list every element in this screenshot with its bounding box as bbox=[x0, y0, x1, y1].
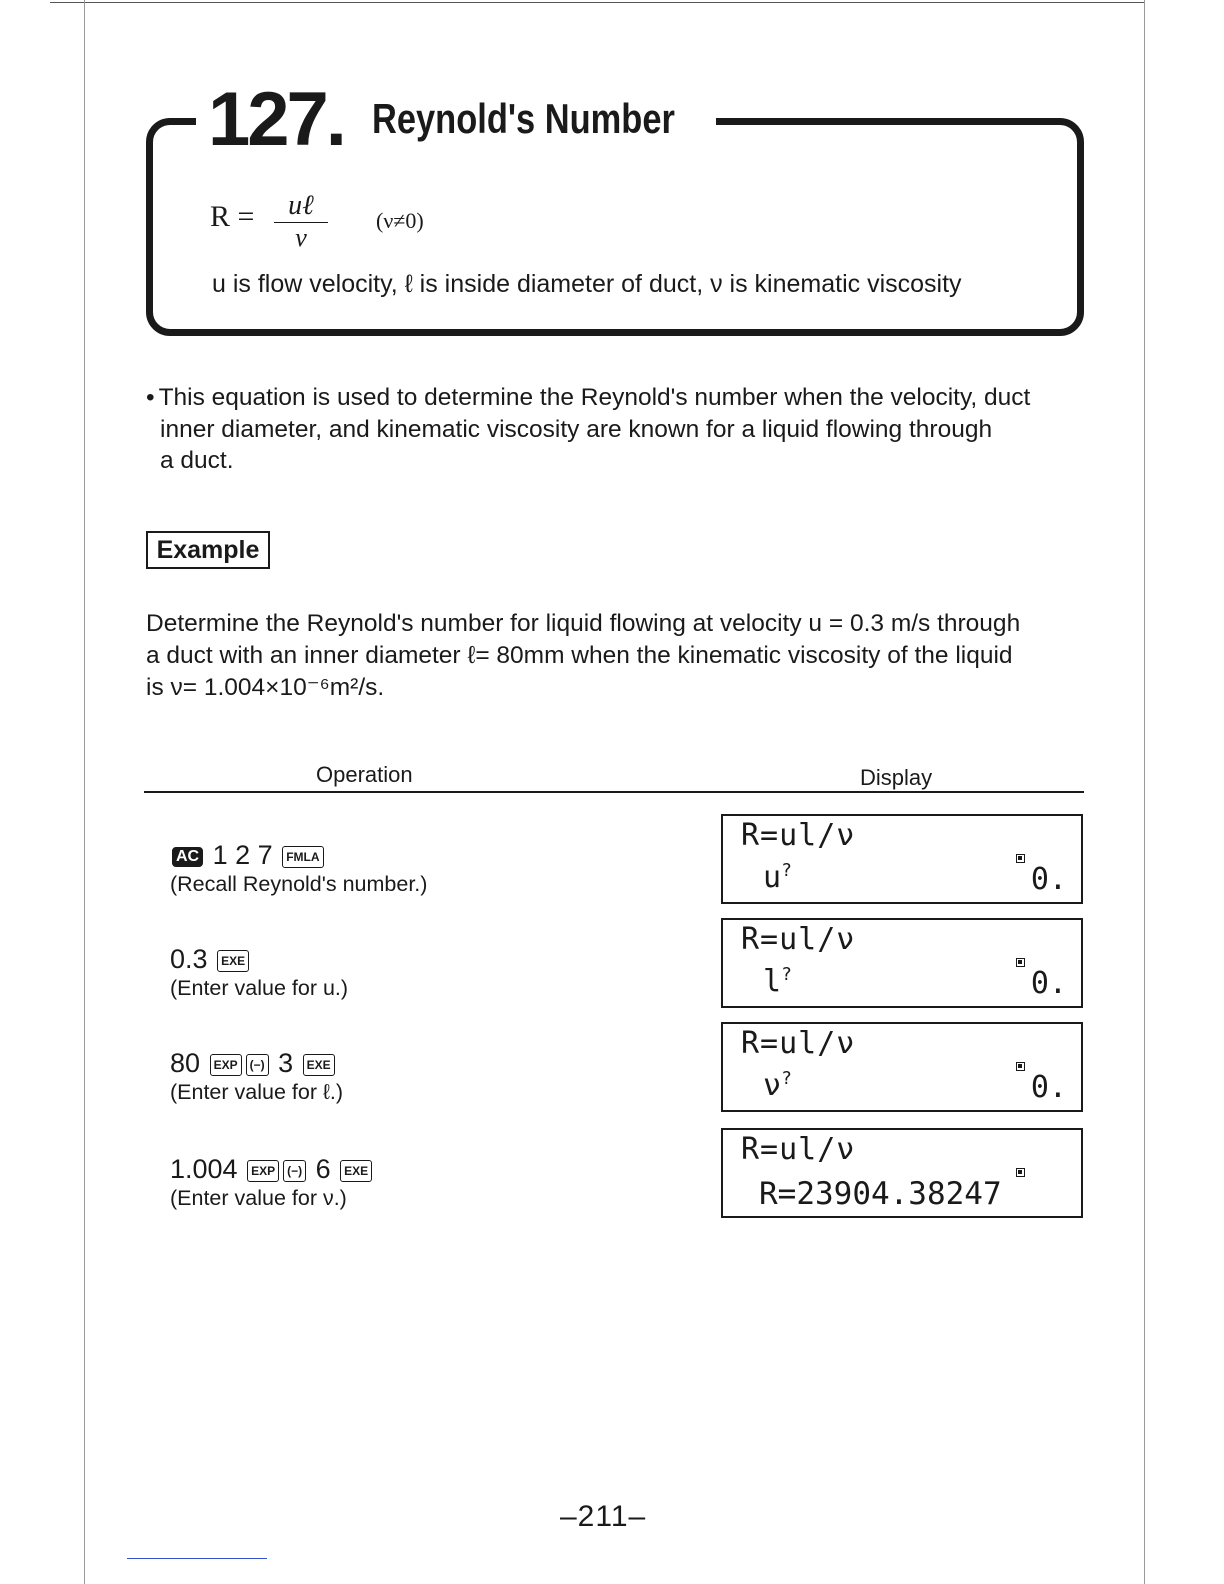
page-number: –211– bbox=[560, 1500, 647, 1533]
example-problem bbox=[146, 608, 1088, 704]
page-top-edge bbox=[50, 2, 1145, 3]
operation-header: Operation bbox=[316, 762, 413, 787]
step-3-display bbox=[721, 1022, 1083, 1112]
ac-key-icon: AC bbox=[172, 847, 203, 867]
step-3-note: (Enter value for ℓ.) bbox=[170, 1080, 344, 1104]
example-label: Example bbox=[146, 531, 270, 569]
description-line-3: a duct. bbox=[160, 447, 234, 474]
formula-lhs: R = bbox=[210, 200, 255, 233]
step-1-keys bbox=[170, 840, 427, 870]
step-4-entry: 1.004 bbox=[170, 1154, 238, 1184]
display-header: Display bbox=[860, 765, 933, 790]
display-prompt: ν? bbox=[763, 1068, 792, 1103]
formula-condition: (ν≠0) bbox=[376, 208, 424, 233]
step-2-operation bbox=[170, 944, 348, 1002]
step-1-note: (Recall Reynold's number.) bbox=[170, 872, 428, 896]
step-3-entry: 80 bbox=[170, 1048, 201, 1078]
problem-line-3: is ν= 1.004×10⁻⁶m²/s. bbox=[146, 674, 385, 701]
formula-numerator: uℓ bbox=[288, 190, 314, 221]
display-value: 0. bbox=[1030, 1070, 1067, 1105]
step-2-keys bbox=[170, 944, 348, 974]
display-value: 0. bbox=[1030, 966, 1067, 1001]
display-prompt: l? bbox=[763, 964, 792, 999]
formula-denominator: ν bbox=[295, 223, 307, 252]
page-right-edge bbox=[1144, 0, 1145, 1584]
problem-line-1: Determine the Reynold's number for liquid flowing at velocity u = 0.3 m/s through bbox=[146, 610, 1021, 637]
display-indicator-icon bbox=[1016, 1168, 1025, 1177]
problem-line-2: a duct with an inner diameter ℓ= 80mm when the kinematic viscosity of the liquid bbox=[146, 642, 1013, 669]
step-3-operation bbox=[170, 1048, 343, 1106]
step-4-display bbox=[721, 1128, 1083, 1218]
step-4-operation bbox=[170, 1154, 374, 1212]
exp-key-icon: EXP bbox=[247, 1160, 279, 1182]
step-3-keys bbox=[170, 1048, 343, 1078]
step-2-display bbox=[721, 918, 1083, 1008]
description-paragraph bbox=[146, 382, 1088, 477]
display-formula: R=ul/ν bbox=[741, 818, 856, 853]
step-4-keys bbox=[170, 1154, 374, 1184]
step-3-exponent: 3 bbox=[278, 1048, 294, 1078]
negative-key-icon: (−) bbox=[246, 1054, 269, 1076]
step-1-entry: 1 2 7 bbox=[212, 840, 273, 870]
step-2-entry: 0.3 bbox=[170, 944, 208, 974]
display-prompt: u? bbox=[763, 860, 792, 895]
bullet-icon: • bbox=[146, 384, 155, 411]
display-result: R=23904.38247 bbox=[759, 1176, 1002, 1212]
exe-key-icon: EXE bbox=[217, 950, 249, 972]
fmla-key-icon: FMLA bbox=[282, 846, 323, 868]
description-line-2: inner diameter, and kinematic viscosity are known for a liquid flowing through bbox=[160, 415, 993, 443]
display-indicator-icon bbox=[1016, 958, 1025, 967]
step-4-exponent: 6 bbox=[315, 1154, 331, 1184]
exe-key-icon: EXE bbox=[340, 1160, 372, 1182]
exe-key-icon: EXE bbox=[303, 1054, 335, 1076]
negative-key-icon: (−) bbox=[283, 1160, 306, 1182]
display-formula: R=ul/ν bbox=[741, 1132, 856, 1167]
page-left-edge bbox=[84, 0, 85, 1584]
step-2-note: (Enter value for u.) bbox=[170, 976, 349, 1000]
display-value: 0. bbox=[1030, 862, 1067, 897]
display-indicator-icon bbox=[1016, 854, 1025, 863]
description-line-1: This equation is used to determine the Reynold's number when the velocity, duct bbox=[158, 384, 1031, 411]
section-number: 127. bbox=[208, 77, 344, 162]
table-header-rule bbox=[144, 791, 1084, 793]
display-formula: R=ul/ν bbox=[741, 1026, 856, 1061]
exp-key-icon: EXP bbox=[210, 1054, 242, 1076]
step-4-note: (Enter value for ν.) bbox=[170, 1186, 347, 1210]
variable-definitions: u is flow velocity, ℓ is inside diameter of duct, ν is kinematic viscosity bbox=[212, 270, 962, 298]
section-title: Reynold's Number bbox=[372, 95, 675, 142]
step-1-display bbox=[721, 814, 1083, 904]
footer-link-line bbox=[127, 1558, 267, 1559]
formula-fraction bbox=[274, 192, 328, 251]
step-1-operation bbox=[170, 840, 427, 898]
display-formula: R=ul/ν bbox=[741, 922, 856, 957]
display-indicator-icon bbox=[1016, 1062, 1025, 1071]
